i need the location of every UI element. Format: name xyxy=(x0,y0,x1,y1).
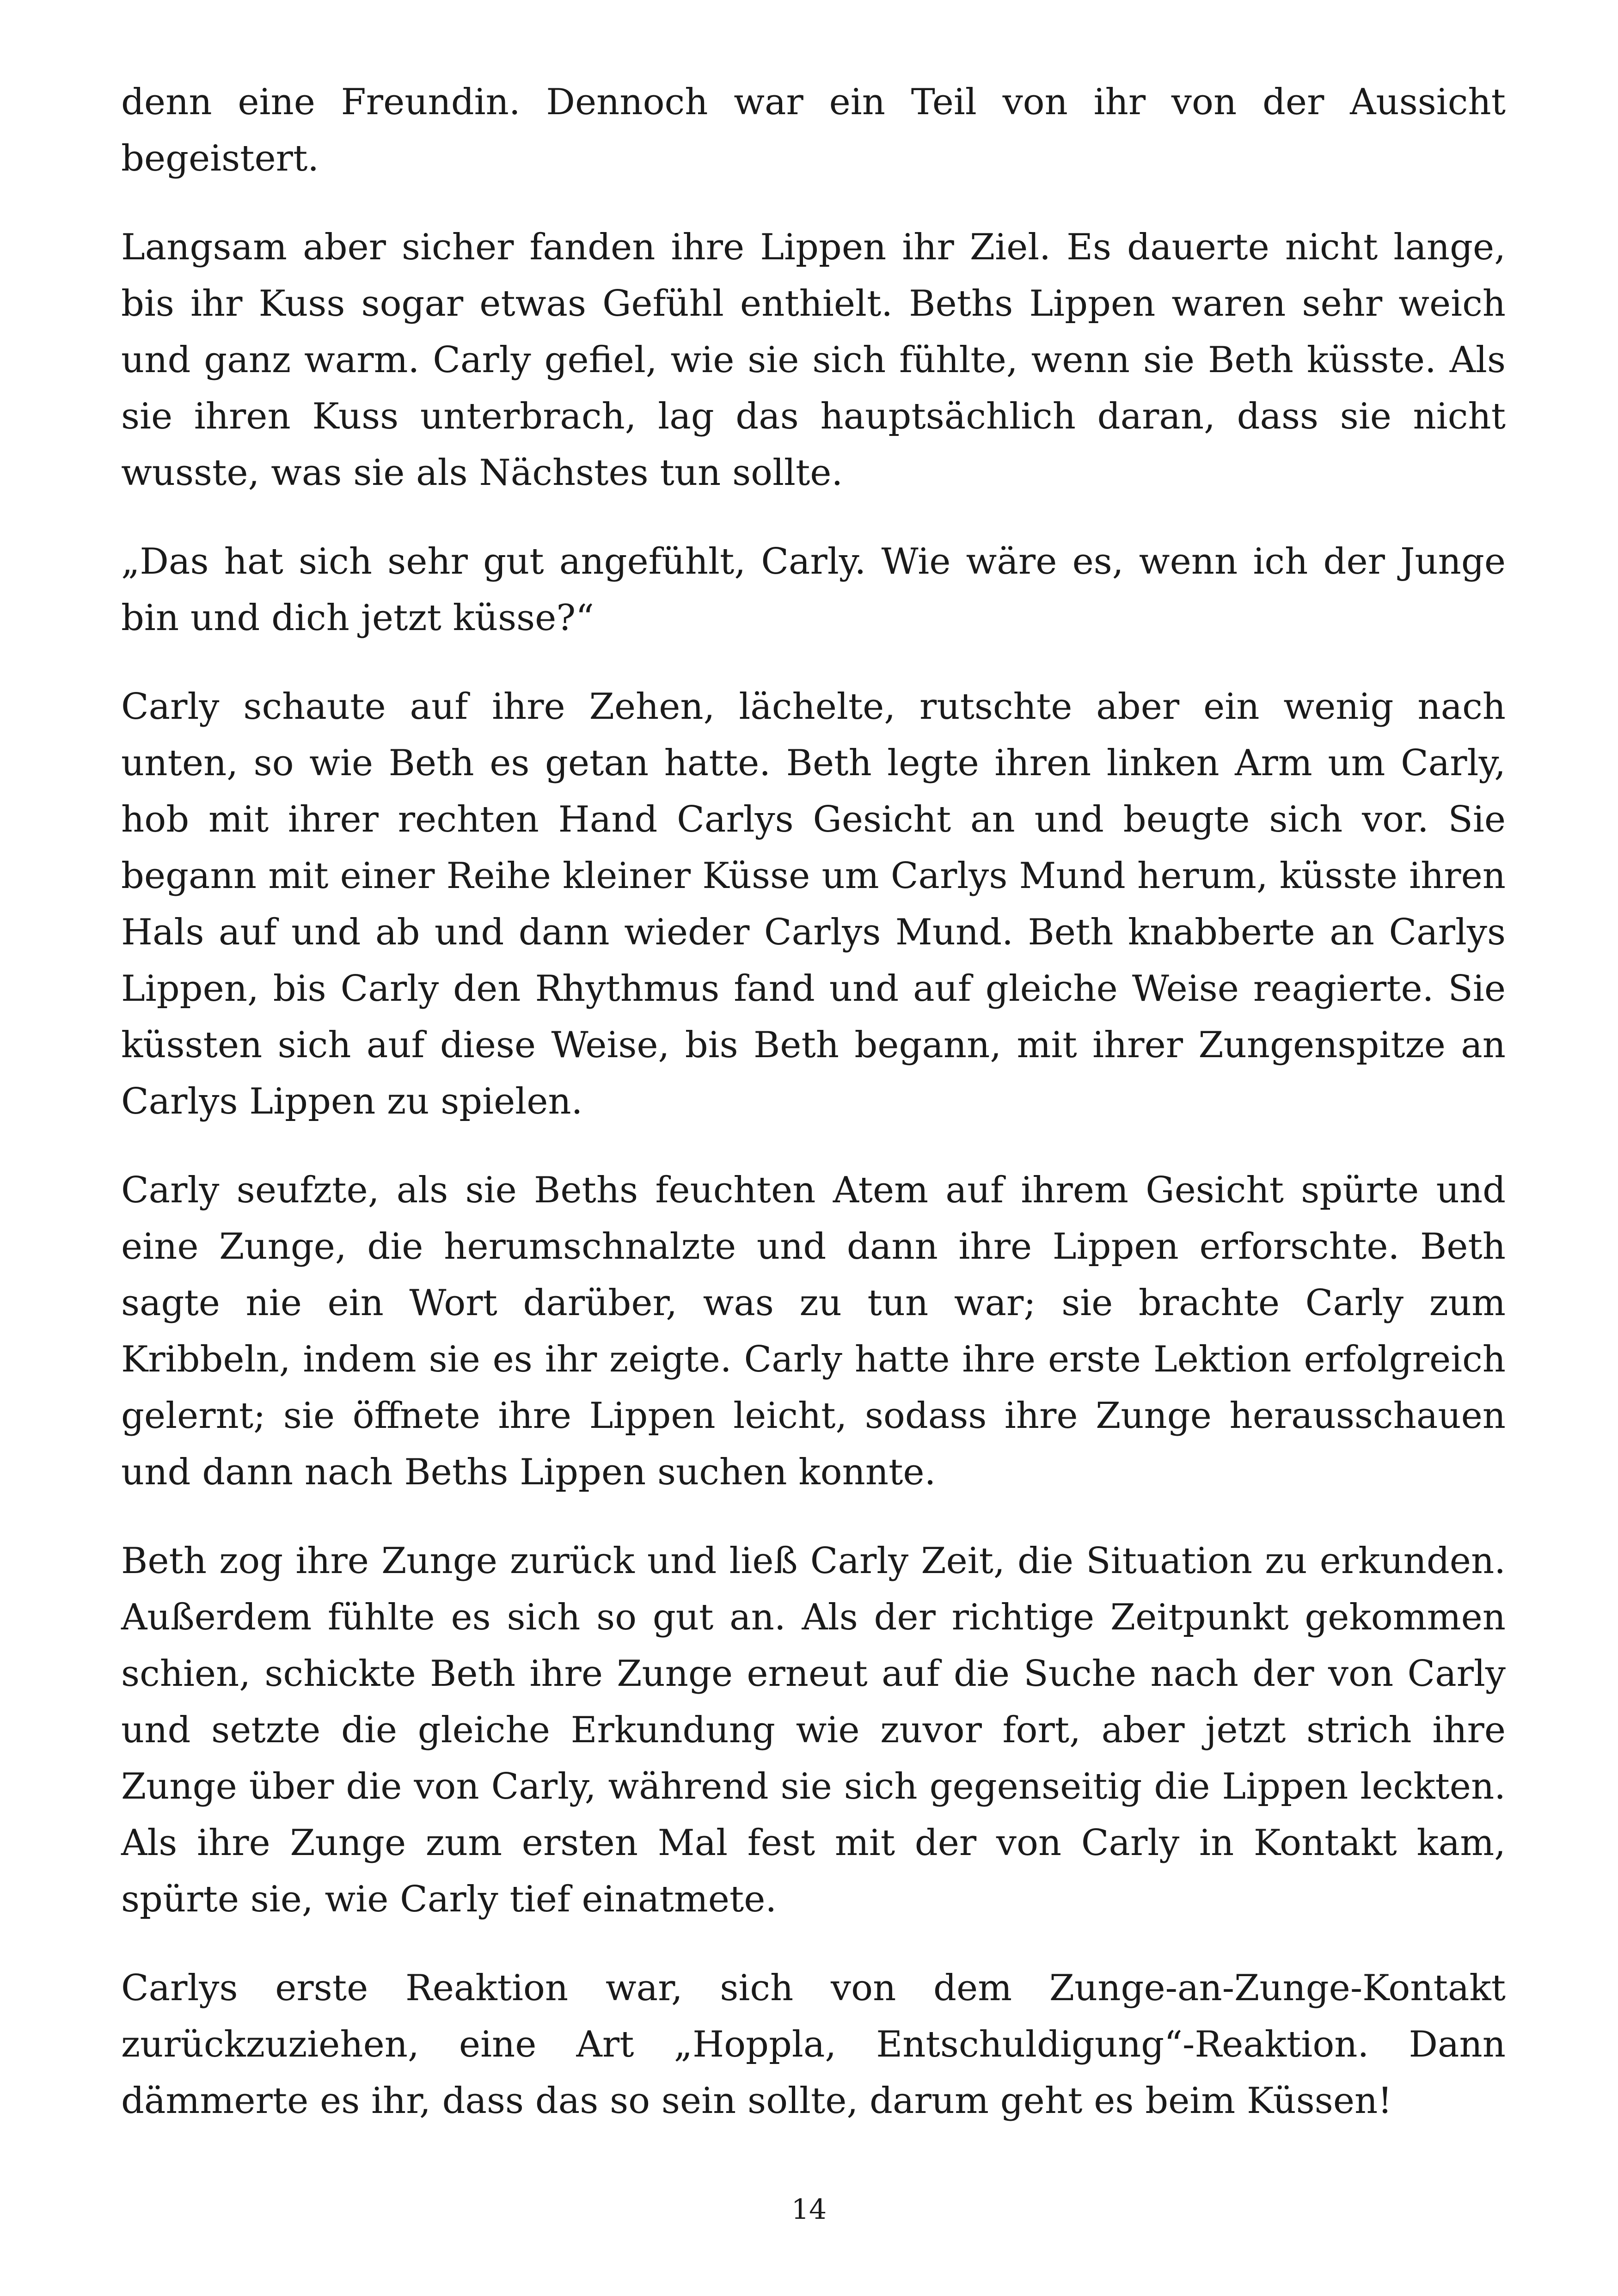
page-number: 14 xyxy=(791,2193,827,2226)
paragraph: Langsam aber sicher fanden ihre Lippen ihr Ziel. Es dauerte nicht lange, bis ihr Kuss sogar etwas Gefühl enthielt. Beths Lippen waren sehr weich und ganz warm. Carly gefiel, wie sie sich fühlte, wenn sie Beth küsste. Als sie ihren Kuss unterbrach, lag das hauptsächlich daran, dass sie nicht wusste, was sie als Nächstes tun sollte. xyxy=(121,227,1506,494)
paragraph: denn eine Freundin. Dennoch war ein Teil von ihr von der Aussicht begeistert. xyxy=(121,81,1506,179)
paragraph: Carlys erste Reaktion war, sich von dem Zunge-an-Zunge-Kontakt zurückzuziehen, eine Art „Hoppla, Entschuldigung“-Reaktion. Dann dämmerte es ihr, dass das so sein sollte, darum geht es beim Küssen! xyxy=(121,1967,1506,2122)
paragraph: „Das hat sich sehr gut angefühlt, Carly. Wie wäre es, wenn ich der Junge bin und dich jetzt küsse?“ xyxy=(121,541,1506,639)
paragraph: Beth zog ihre Zunge zurück und ließ Carly Zeit, die Situation zu erkunden. Außerdem fühlte es sich so gut an. Als der richtige Zeitpunkt gekommen schien, schickte Beth ihre Zunge erneut auf die Suche nach der von Carly und setzte die gleiche Erkundung wie zuvor fort, aber jetzt strich ihre Zunge über die von Carly, während sie sich gegenseitig die Lippen leckten. Als ihre Zunge zum ersten Mal fest mit der von Carly in Kontakt kam, spürte sie, wie Carly tief einatmete. xyxy=(121,1540,1506,1920)
paragraph: Carly seufzte, als sie Beths feuchten Atem auf ihrem Gesicht spürte und eine Zunge, die herumschnalzte und dann ihre Lippen erforschte. Beth sagte nie ein Wort darüber, was zu tun war; sie brachte Carly zum Kribbeln, indem sie es ihr zeigte. Carly hatte ihre erste Lektion erfolgreich gelernt; sie öffnete ihre Lippen leicht, sodass ihre Zunge herausschauen und dann nach Beths Lippen suchen konnte. xyxy=(121,1169,1506,1493)
paragraph: Carly schaute auf ihre Zehen, lächelte, rutschte aber ein wenig nach unten, so wie Beth es getan hatte. Beth legte ihren linken Arm um Carly, hob mit ihrer rechten Hand Carlys Gesicht an und beugte sich vor. Sie begann mit einer Reihe kleiner Küsse um Carlys Mund herum, küsste ihren Hals auf und ab und dann wieder Carlys Mund. Beth knabberte an Carlys Lippen, bis Carly den Rhythmus fand und auf gleiche Weise reagierte. Sie küssten sich auf diese Weise, bis Beth begann, mit ihrer Zungenspitze an Carlys Lippen zu spielen. xyxy=(121,686,1506,1122)
body-text xyxy=(121,74,1506,2161)
